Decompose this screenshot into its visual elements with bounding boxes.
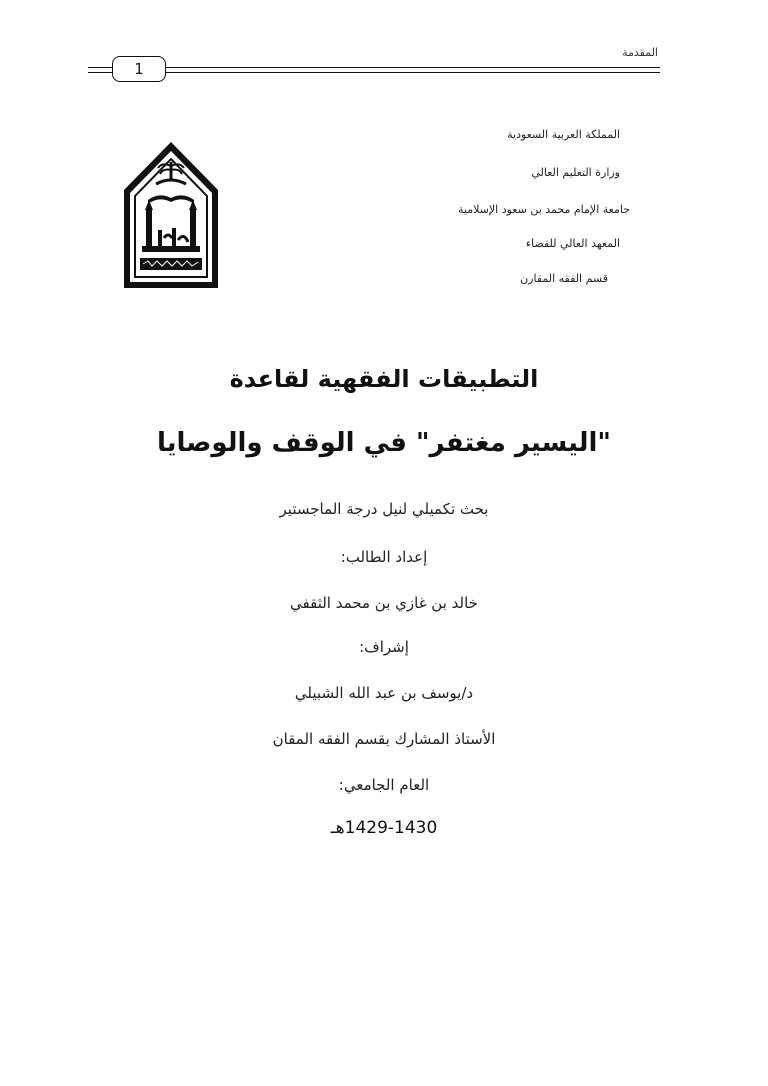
supervisor-title: الأستاذ المشارك بقسم الفقه المقان — [272, 730, 496, 748]
thesis-title-line-1: التطبيقات الفقهية لقاعدة — [229, 365, 539, 393]
institution-ministry: وزارة التعليم العالي — [531, 166, 620, 179]
page-number: 1 — [112, 56, 166, 82]
supervisor-name: د/يوسف بن عبد الله الشبيلي — [294, 684, 474, 702]
student-name: خالد بن غازي بن محمد الثقفي — [290, 594, 478, 612]
institution-department: قسم الفقه المقارن — [520, 272, 608, 285]
academic-year-label: العام الجامعي: — [338, 776, 430, 794]
institution-country: المملكة العربية السعودية — [507, 128, 620, 141]
section-label: المقدمة — [622, 46, 658, 59]
institution-university: جامعة الإمام محمد بن سعود الإسلامية — [458, 203, 630, 216]
supervision-label: إشراف: — [359, 638, 409, 656]
thesis-title-line-2: "اليسير مغتفر" في الوقف والوصايا — [157, 428, 611, 458]
university-logo-icon — [118, 138, 224, 290]
academic-year: 1429-1430هـ — [330, 818, 438, 838]
prepared-by-label: إعداد الطالب: — [340, 548, 428, 566]
header-rule-top — [88, 67, 660, 68]
institution-institute: المعهد العالي للقضاء — [525, 237, 620, 250]
header-rule-bottom — [88, 72, 660, 73]
degree-statement: بحث تكميلي لنيل درجة الماجستير — [279, 500, 489, 518]
